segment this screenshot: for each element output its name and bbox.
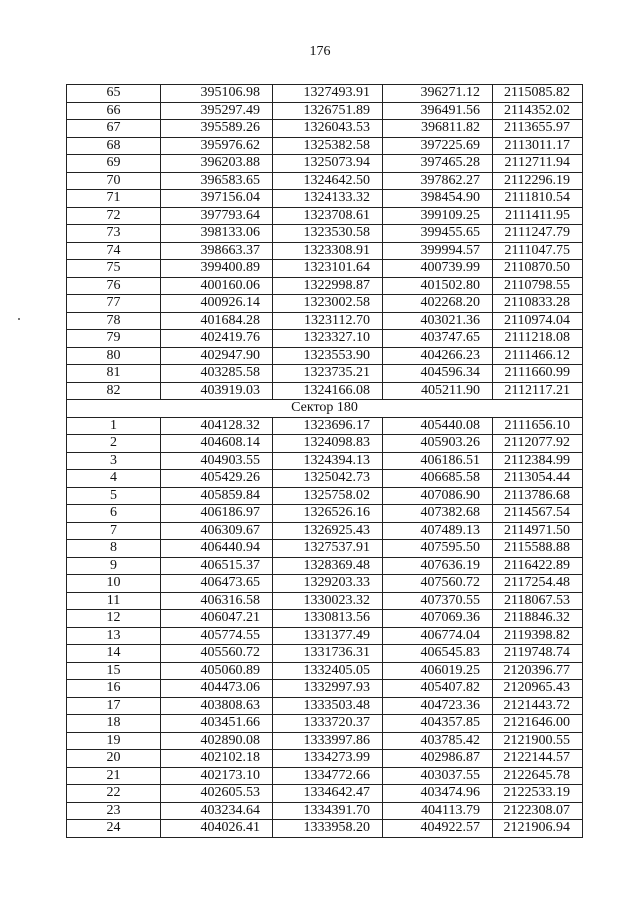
- coord-x1-cell: 404608.14: [161, 435, 273, 453]
- coord-x1-cell: 397156.04: [161, 190, 273, 208]
- coord-x2-cell: 398454.90: [383, 190, 493, 208]
- table-row: [67, 610, 583, 628]
- coord-y2-cell: 2112077.92: [493, 435, 583, 453]
- point-number-cell: 75: [67, 260, 161, 278]
- coord-x2-cell: 396271.12: [383, 85, 493, 103]
- coord-x2-cell: 402268.20: [383, 295, 493, 313]
- coord-y1-cell: 1323708.61: [273, 207, 383, 225]
- coord-x2-cell: 397862.27: [383, 172, 493, 190]
- table-row: [67, 312, 583, 330]
- coord-y1-cell: 1323308.91: [273, 242, 383, 260]
- table-row: [67, 260, 583, 278]
- coord-x1-cell: 406309.67: [161, 522, 273, 540]
- coord-x2-cell: 406019.25: [383, 662, 493, 680]
- table-row: [67, 190, 583, 208]
- point-number-cell: 18: [67, 715, 161, 733]
- coord-x1-cell: 405774.55: [161, 627, 273, 645]
- point-number-cell: 11: [67, 592, 161, 610]
- point-number-cell: 3: [67, 452, 161, 470]
- table-row: [67, 85, 583, 103]
- table-row: [67, 487, 583, 505]
- coord-x1-cell: 406047.21: [161, 610, 273, 628]
- coord-x1-cell: 403451.66: [161, 715, 273, 733]
- coord-x2-cell: 404723.36: [383, 697, 493, 715]
- point-number-cell: 6: [67, 505, 161, 523]
- coord-y2-cell: 2110974.04: [493, 312, 583, 330]
- coord-x2-cell: 407069.36: [383, 610, 493, 628]
- table-row: [67, 365, 583, 383]
- coord-x2-cell: 404113.79: [383, 802, 493, 820]
- coord-y2-cell: 2112711.94: [493, 155, 583, 173]
- coord-x1-cell: 395106.98: [161, 85, 273, 103]
- point-number-cell: 15: [67, 662, 161, 680]
- coord-y1-cell: 1331736.31: [273, 645, 383, 663]
- coord-x1-cell: 405429.26: [161, 470, 273, 488]
- coord-x2-cell: 404266.23: [383, 347, 493, 365]
- coord-y1-cell: 1330813.56: [273, 610, 383, 628]
- point-number-cell: 79: [67, 330, 161, 348]
- coord-x1-cell: 405560.72: [161, 645, 273, 663]
- coord-y1-cell: 1327493.91: [273, 85, 383, 103]
- coord-y2-cell: 2112384.99: [493, 452, 583, 470]
- point-number-cell: 8: [67, 540, 161, 558]
- coord-y2-cell: 2117254.48: [493, 575, 583, 593]
- coord-x2-cell: 407489.13: [383, 522, 493, 540]
- point-number-cell: 82: [67, 382, 161, 400]
- table-row: [67, 470, 583, 488]
- coord-x2-cell: 406545.83: [383, 645, 493, 663]
- point-number-cell: 20: [67, 750, 161, 768]
- table-row: [67, 820, 583, 838]
- coord-y1-cell: 1326043.53: [273, 120, 383, 138]
- coord-x1-cell: 402173.10: [161, 767, 273, 785]
- coord-y2-cell: 2111466.12: [493, 347, 583, 365]
- table-row: [67, 347, 583, 365]
- point-number-cell: 81: [67, 365, 161, 383]
- coord-y2-cell: 2111047.75: [493, 242, 583, 260]
- table-row: [67, 102, 583, 120]
- table-row: [67, 732, 583, 750]
- coord-y2-cell: 2110798.55: [493, 277, 583, 295]
- coord-x1-cell: 406440.94: [161, 540, 273, 558]
- coord-y2-cell: 2111660.99: [493, 365, 583, 383]
- point-number-cell: 5: [67, 487, 161, 505]
- coord-x2-cell: 397225.69: [383, 137, 493, 155]
- coord-y2-cell: 2115588.88: [493, 540, 583, 558]
- point-number-cell: 76: [67, 277, 161, 295]
- coord-y1-cell: 1327537.91: [273, 540, 383, 558]
- coord-y2-cell: 2122308.07: [493, 802, 583, 820]
- coord-y1-cell: 1323696.17: [273, 417, 383, 435]
- coord-x1-cell: 402102.18: [161, 750, 273, 768]
- table-row: [67, 295, 583, 313]
- point-number-cell: 78: [67, 312, 161, 330]
- coord-x1-cell: 406473.65: [161, 575, 273, 593]
- coord-x2-cell: 401502.80: [383, 277, 493, 295]
- coord-x2-cell: 399455.65: [383, 225, 493, 243]
- coordinate-table-body: [67, 85, 583, 838]
- coord-y2-cell: 2113054.44: [493, 470, 583, 488]
- coord-y1-cell: 1323327.10: [273, 330, 383, 348]
- coord-y2-cell: 2113786.68: [493, 487, 583, 505]
- coord-y2-cell: 2111218.08: [493, 330, 583, 348]
- coord-y1-cell: 1323553.90: [273, 347, 383, 365]
- coord-x2-cell: 402986.87: [383, 750, 493, 768]
- coord-y1-cell: 1322998.87: [273, 277, 383, 295]
- table-row: [67, 155, 583, 173]
- coord-x1-cell: 406515.37: [161, 557, 273, 575]
- table-row: [67, 522, 583, 540]
- coord-y2-cell: 2111411.95: [493, 207, 583, 225]
- coord-y1-cell: 1334273.99: [273, 750, 383, 768]
- coordinate-table: [66, 84, 583, 838]
- coord-y2-cell: 2114971.50: [493, 522, 583, 540]
- coord-y1-cell: 1324098.83: [273, 435, 383, 453]
- table-row: [67, 172, 583, 190]
- coord-y1-cell: 1325042.73: [273, 470, 383, 488]
- table-row: [67, 505, 583, 523]
- coord-y1-cell: 1324166.08: [273, 382, 383, 400]
- table-row: [67, 137, 583, 155]
- coord-y2-cell: 2122645.78: [493, 767, 583, 785]
- coord-y1-cell: 1333503.48: [273, 697, 383, 715]
- coord-y1-cell: 1324642.50: [273, 172, 383, 190]
- coord-y2-cell: 2110833.28: [493, 295, 583, 313]
- point-number-cell: 21: [67, 767, 161, 785]
- coord-y1-cell: 1328369.48: [273, 557, 383, 575]
- point-number-cell: 68: [67, 137, 161, 155]
- coord-x1-cell: 404128.32: [161, 417, 273, 435]
- table-row: [67, 627, 583, 645]
- coord-y2-cell: 2121906.94: [493, 820, 583, 838]
- point-number-cell: 66: [67, 102, 161, 120]
- point-number-cell: 72: [67, 207, 161, 225]
- coord-y1-cell: 1334642.47: [273, 785, 383, 803]
- coord-y2-cell: 2121646.00: [493, 715, 583, 733]
- point-number-cell: 19: [67, 732, 161, 750]
- coord-x2-cell: 405440.08: [383, 417, 493, 435]
- coord-y1-cell: 1326751.89: [273, 102, 383, 120]
- coord-x1-cell: 404473.06: [161, 680, 273, 698]
- coord-y1-cell: 1323735.21: [273, 365, 383, 383]
- point-number-cell: 73: [67, 225, 161, 243]
- coord-x2-cell: 404596.34: [383, 365, 493, 383]
- coord-y1-cell: 1323112.70: [273, 312, 383, 330]
- sector-heading: Сектор 180: [67, 400, 583, 418]
- table-row: [67, 277, 583, 295]
- coord-y2-cell: 2118067.53: [493, 592, 583, 610]
- point-number-cell: 14: [67, 645, 161, 663]
- coord-x1-cell: 400926.14: [161, 295, 273, 313]
- coord-y1-cell: 1323002.58: [273, 295, 383, 313]
- coord-x1-cell: 402947.90: [161, 347, 273, 365]
- point-number-cell: 1: [67, 417, 161, 435]
- coord-x2-cell: 407560.72: [383, 575, 493, 593]
- coord-x1-cell: 403285.58: [161, 365, 273, 383]
- point-number-cell: 7: [67, 522, 161, 540]
- table-row: [67, 557, 583, 575]
- coord-y1-cell: 1324133.32: [273, 190, 383, 208]
- coord-y1-cell: 1330023.32: [273, 592, 383, 610]
- coord-y1-cell: 1332405.05: [273, 662, 383, 680]
- point-number-cell: 71: [67, 190, 161, 208]
- scan-speck: [18, 318, 20, 320]
- coord-x1-cell: 397793.64: [161, 207, 273, 225]
- coord-y2-cell: 2113011.17: [493, 137, 583, 155]
- coord-x1-cell: 395976.62: [161, 137, 273, 155]
- coord-y1-cell: 1333958.20: [273, 820, 383, 838]
- coord-y1-cell: 1323101.64: [273, 260, 383, 278]
- point-number-cell: 13: [67, 627, 161, 645]
- coord-x1-cell: 403808.63: [161, 697, 273, 715]
- coord-x2-cell: 405407.82: [383, 680, 493, 698]
- coord-x1-cell: 402605.53: [161, 785, 273, 803]
- coord-x2-cell: 403021.36: [383, 312, 493, 330]
- table-row: [67, 680, 583, 698]
- coord-y2-cell: 2119748.74: [493, 645, 583, 663]
- coord-x1-cell: 398133.06: [161, 225, 273, 243]
- coord-x2-cell: 400739.99: [383, 260, 493, 278]
- point-number-cell: 69: [67, 155, 161, 173]
- coord-y2-cell: 2121443.72: [493, 697, 583, 715]
- coord-y1-cell: 1326925.43: [273, 522, 383, 540]
- coord-x2-cell: 404922.57: [383, 820, 493, 838]
- coord-y2-cell: 2111247.79: [493, 225, 583, 243]
- coord-x2-cell: 396491.56: [383, 102, 493, 120]
- coord-x1-cell: 406186.97: [161, 505, 273, 523]
- table-row: [67, 242, 583, 260]
- coord-x2-cell: 405903.26: [383, 435, 493, 453]
- coord-x1-cell: 396583.65: [161, 172, 273, 190]
- coord-x1-cell: 402890.08: [161, 732, 273, 750]
- table-row: [67, 575, 583, 593]
- coord-x1-cell: 405060.89: [161, 662, 273, 680]
- point-number-cell: 17: [67, 697, 161, 715]
- coord-y2-cell: 2114352.02: [493, 102, 583, 120]
- coord-x2-cell: 404357.85: [383, 715, 493, 733]
- coord-y1-cell: 1325758.02: [273, 487, 383, 505]
- coord-y2-cell: 2119398.82: [493, 627, 583, 645]
- coord-x2-cell: 396811.82: [383, 120, 493, 138]
- point-number-cell: 16: [67, 680, 161, 698]
- coord-x1-cell: 406316.58: [161, 592, 273, 610]
- point-number-cell: 70: [67, 172, 161, 190]
- table-row: [67, 697, 583, 715]
- coord-y1-cell: 1329203.33: [273, 575, 383, 593]
- point-number-cell: 12: [67, 610, 161, 628]
- point-number-cell: 67: [67, 120, 161, 138]
- coord-x1-cell: 395297.49: [161, 102, 273, 120]
- table-row: [67, 330, 583, 348]
- coord-x1-cell: 403919.03: [161, 382, 273, 400]
- coord-x2-cell: 407636.19: [383, 557, 493, 575]
- coord-y1-cell: 1333720.37: [273, 715, 383, 733]
- coord-x1-cell: 396203.88: [161, 155, 273, 173]
- coord-y2-cell: 2112117.21: [493, 382, 583, 400]
- coord-y1-cell: 1334772.66: [273, 767, 383, 785]
- coord-x2-cell: 407382.68: [383, 505, 493, 523]
- coord-y2-cell: 2113655.97: [493, 120, 583, 138]
- coord-y1-cell: 1333997.86: [273, 732, 383, 750]
- coord-x2-cell: 403785.42: [383, 732, 493, 750]
- coord-y2-cell: 2121900.55: [493, 732, 583, 750]
- point-number-cell: 65: [67, 85, 161, 103]
- coord-y1-cell: 1334391.70: [273, 802, 383, 820]
- coord-y2-cell: 2112296.19: [493, 172, 583, 190]
- coord-y2-cell: 2122144.57: [493, 750, 583, 768]
- table-row: [67, 207, 583, 225]
- point-number-cell: 77: [67, 295, 161, 313]
- coord-y1-cell: 1324394.13: [273, 452, 383, 470]
- coord-x2-cell: 407595.50: [383, 540, 493, 558]
- coord-y1-cell: 1332997.93: [273, 680, 383, 698]
- point-number-cell: 24: [67, 820, 161, 838]
- coord-y1-cell: 1325073.94: [273, 155, 383, 173]
- sector-heading-row: [67, 400, 583, 418]
- coord-x1-cell: 400160.06: [161, 277, 273, 295]
- table-row: [67, 417, 583, 435]
- coord-x2-cell: 406186.51: [383, 452, 493, 470]
- table-row: [67, 715, 583, 733]
- coord-y2-cell: 2120965.43: [493, 680, 583, 698]
- coord-y2-cell: 2110870.50: [493, 260, 583, 278]
- coord-y2-cell: 2114567.54: [493, 505, 583, 523]
- coord-x2-cell: 403037.55: [383, 767, 493, 785]
- coord-x1-cell: 403234.64: [161, 802, 273, 820]
- point-number-cell: 4: [67, 470, 161, 488]
- page-number: 176: [309, 44, 331, 59]
- coord-x1-cell: 405859.84: [161, 487, 273, 505]
- table-row: [67, 767, 583, 785]
- coord-x2-cell: 405211.90: [383, 382, 493, 400]
- coord-x2-cell: 399994.57: [383, 242, 493, 260]
- coord-y1-cell: 1326526.16: [273, 505, 383, 523]
- coord-x1-cell: 402419.76: [161, 330, 273, 348]
- coord-x2-cell: 403747.65: [383, 330, 493, 348]
- coord-y2-cell: 2115085.82: [493, 85, 583, 103]
- table-row: [67, 120, 583, 138]
- coord-x2-cell: 407086.90: [383, 487, 493, 505]
- coord-x2-cell: 403474.96: [383, 785, 493, 803]
- coord-x1-cell: 401684.28: [161, 312, 273, 330]
- table-row: [67, 750, 583, 768]
- point-number-cell: 9: [67, 557, 161, 575]
- coord-x2-cell: 407370.55: [383, 592, 493, 610]
- coord-y2-cell: 2111656.10: [493, 417, 583, 435]
- point-number-cell: 74: [67, 242, 161, 260]
- table-row: [67, 592, 583, 610]
- table-row: [67, 225, 583, 243]
- table-row: [67, 645, 583, 663]
- coord-y2-cell: 2120396.77: [493, 662, 583, 680]
- coord-y2-cell: 2111810.54: [493, 190, 583, 208]
- coord-x2-cell: 397465.28: [383, 155, 493, 173]
- coord-x1-cell: 404903.55: [161, 452, 273, 470]
- point-number-cell: 10: [67, 575, 161, 593]
- coord-y2-cell: 2122533.19: [493, 785, 583, 803]
- table-row: [67, 662, 583, 680]
- point-number-cell: 22: [67, 785, 161, 803]
- point-number-cell: 23: [67, 802, 161, 820]
- table-row: [67, 382, 583, 400]
- point-number-cell: 80: [67, 347, 161, 365]
- coord-x2-cell: 406774.04: [383, 627, 493, 645]
- table-row: [67, 540, 583, 558]
- coord-y1-cell: 1323530.58: [273, 225, 383, 243]
- coord-x1-cell: 404026.41: [161, 820, 273, 838]
- coord-y1-cell: 1325382.58: [273, 137, 383, 155]
- coord-y1-cell: 1331377.49: [273, 627, 383, 645]
- point-number-cell: 2: [67, 435, 161, 453]
- table-row: [67, 802, 583, 820]
- coord-x1-cell: 398663.37: [161, 242, 273, 260]
- coord-x2-cell: 399109.25: [383, 207, 493, 225]
- coord-x1-cell: 395589.26: [161, 120, 273, 138]
- coord-x2-cell: 406685.58: [383, 470, 493, 488]
- table-row: [67, 785, 583, 803]
- coord-y2-cell: 2116422.89: [493, 557, 583, 575]
- table-row: [67, 435, 583, 453]
- table-row: [67, 452, 583, 470]
- coord-x1-cell: 399400.89: [161, 260, 273, 278]
- coord-y2-cell: 2118846.32: [493, 610, 583, 628]
